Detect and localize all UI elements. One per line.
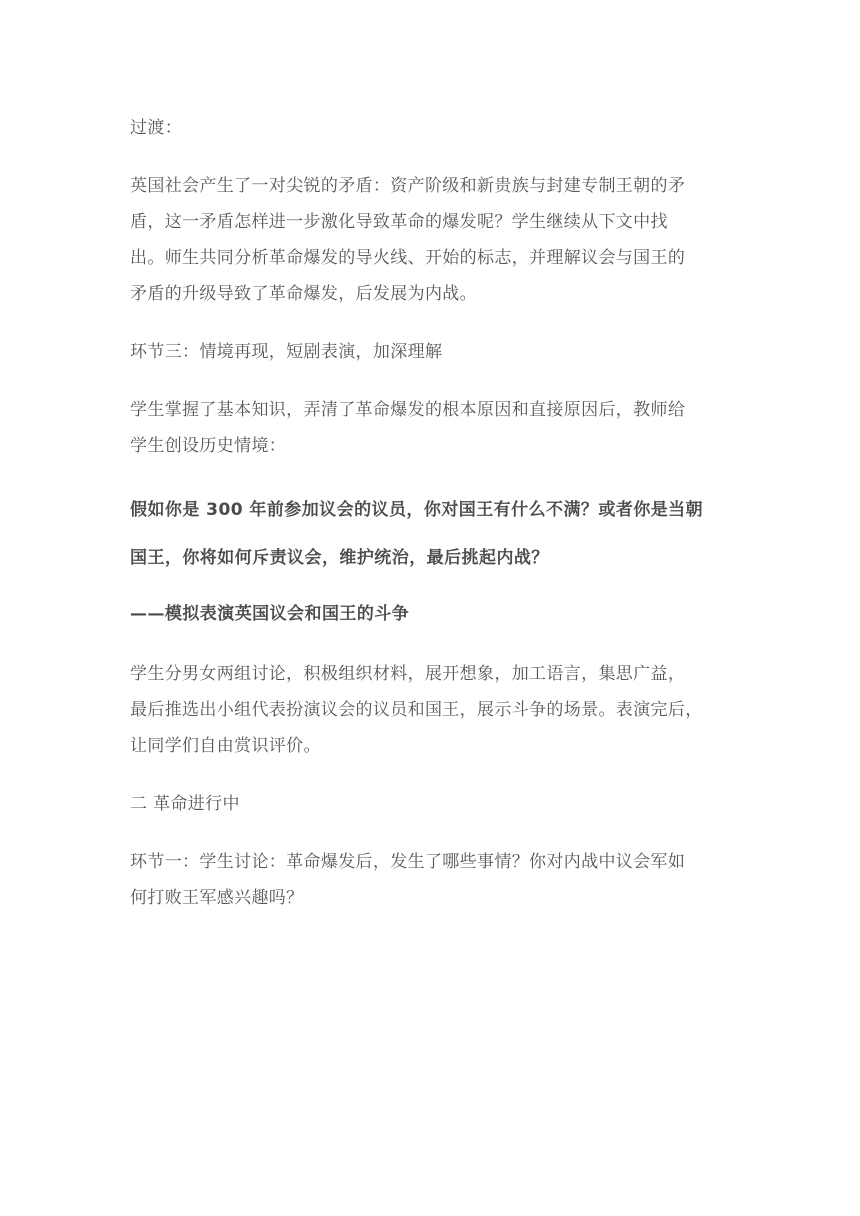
text-line: 过渡：: [130, 118, 183, 138]
simulation-paragraph: [130, 656, 733, 764]
text-line: 矛盾的升级导致了革命爆发，后发展为内战。: [130, 284, 477, 304]
section3-intro-paragraph: [130, 392, 733, 464]
text-line: 环节三：情境再现，短剧表演，加深理解: [130, 342, 443, 362]
text-line: 学生创设历史情境：: [130, 436, 287, 456]
text-line: 最后推选出小组代表扮演议会的议员和国王，展示斗争的场景。表演完后，: [130, 700, 703, 720]
section3-heading: [130, 334, 733, 370]
text-line: 何打败王军感兴趣吗？: [130, 888, 304, 908]
document-body: [130, 110, 733, 938]
scenario-question: [130, 486, 733, 582]
text-line: 学生掌握了基本知识，弄清了革命爆发的根本原因和直接原因后，教师给: [130, 400, 686, 420]
transition-heading: [130, 110, 733, 146]
text-line: 盾，这一矛盾怎样进一步激化导致革命的爆发呢？学生继续从下文中找: [130, 212, 668, 232]
text-line: 学生分男女两组讨论，积极组织材料，展开想象，加工语言，集思广益，: [130, 664, 686, 684]
text-line: ——模拟表演英国议会和国王的斗争: [130, 604, 410, 624]
simulation-heading: [130, 596, 733, 632]
part2-heading: [130, 786, 733, 822]
text-line: 环节一：学生讨论：革命爆发后，发生了哪些事情？你对内战中议会军如: [130, 852, 686, 872]
text-line: 国王，你将如何斥责议会，维护统治，最后挑起内战？: [130, 548, 549, 568]
part2-section1-paragraph: [130, 844, 733, 916]
text-line: 出。师生共同分析革命爆发的导火线、开始的标志，并理解议会与国王的: [130, 248, 686, 268]
text-line: 假如你是 300 年前参加议会的议员，你对国王有什么不满？或者你是当朝: [130, 500, 704, 520]
text-line: 英国社会产生了一对尖锐的矛盾：资产阶级和新贵族与封建专制王朝的矛: [130, 176, 686, 196]
text-line: 让同学们自由赏识评价。: [130, 736, 321, 756]
text-line: 二 革命进行中: [130, 794, 240, 814]
transition-paragraph: [130, 168, 733, 312]
